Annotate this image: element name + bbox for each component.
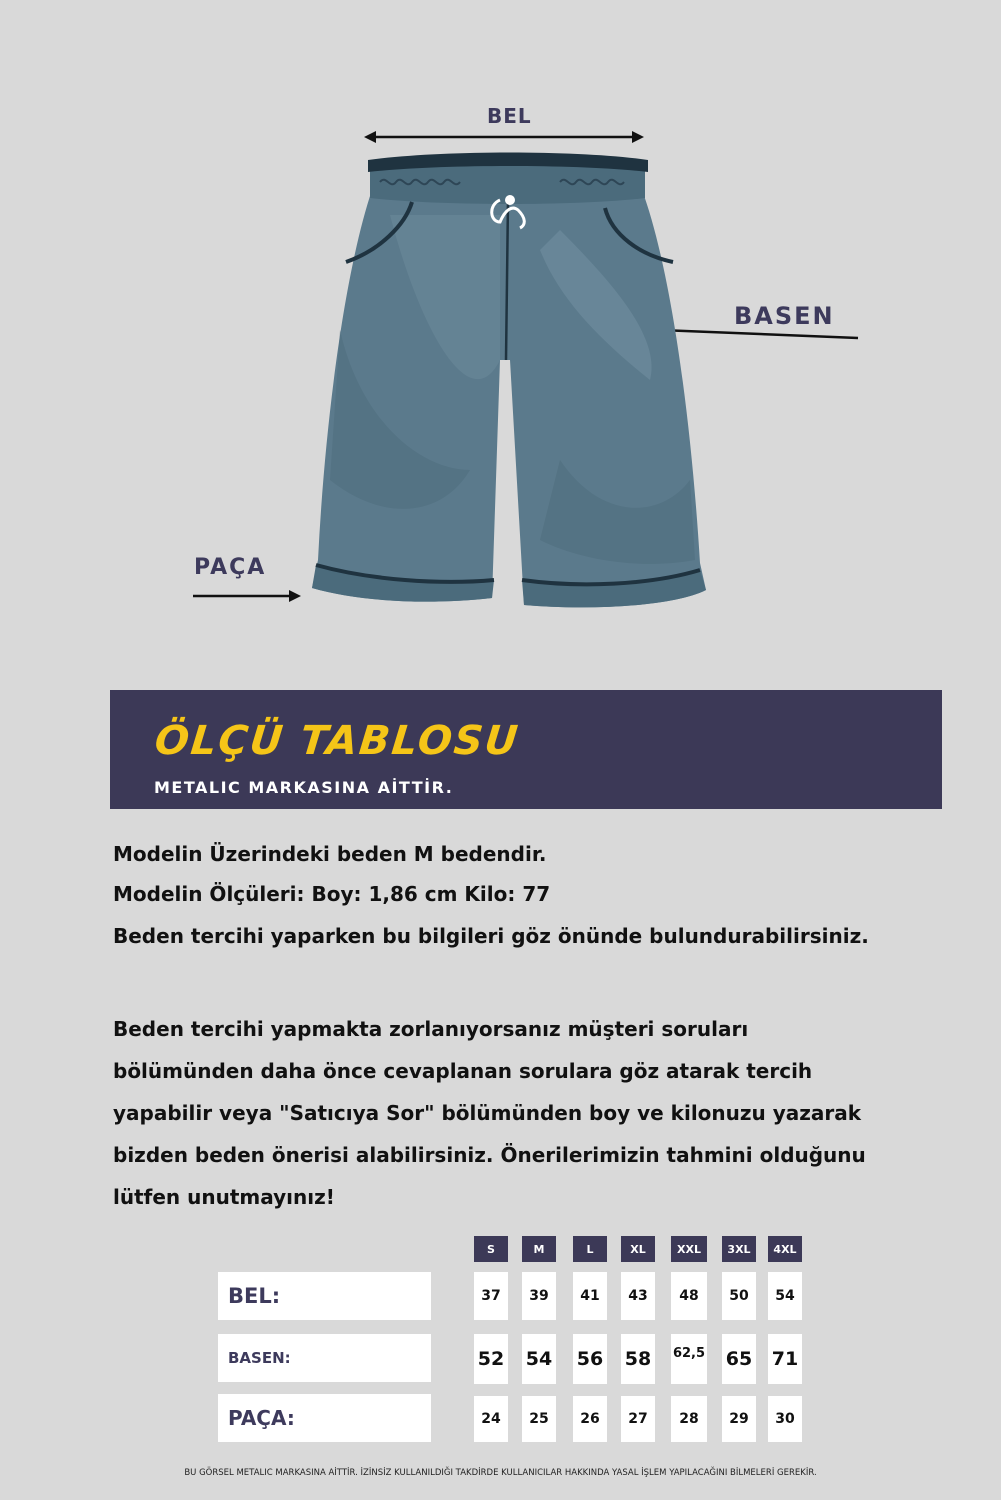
table-cell: 56 (573, 1334, 607, 1384)
size-header-4xl: 4XL (768, 1236, 802, 1262)
size-header-3xl: 3XL (722, 1236, 756, 1262)
size-header-s: S (474, 1236, 508, 1262)
shorts-body (312, 153, 706, 608)
table-cell: 26 (573, 1396, 607, 1442)
table-cell: 50 (722, 1272, 756, 1320)
size-chart-banner (110, 690, 942, 809)
row-label-hip: BASEN: (218, 1334, 431, 1382)
size-header-xl: XL (621, 1236, 655, 1262)
table-cell: 43 (621, 1272, 655, 1320)
table-cell: 41 (573, 1272, 607, 1320)
table-cell: 37 (474, 1272, 508, 1320)
size-header-m: M (522, 1236, 556, 1262)
banner-subtitle: METALIC MARKASINA AİTTİR. (154, 778, 454, 797)
table-cell: 28 (671, 1396, 707, 1442)
table-cell: 65 (722, 1334, 756, 1384)
banner-title: ÖLÇÜ TABLOSU (152, 718, 522, 764)
table-cell: 58 (621, 1334, 655, 1384)
table-cell: 29 (722, 1396, 756, 1442)
table-cell: 54 (522, 1334, 556, 1384)
table-cell: 62,5 (671, 1334, 707, 1384)
size-header-l: L (573, 1236, 607, 1262)
help-paragraph (113, 1008, 933, 1218)
table-cell: 24 (474, 1396, 508, 1442)
table-cell: 30 (768, 1396, 802, 1442)
row-label-waist: BEL: (218, 1272, 431, 1320)
hem-arrow (193, 590, 301, 602)
paragraph-line: Beden tercihi yapmakta zorlanıyorsanız müşteri soruları (113, 1017, 749, 1041)
shorts-illustration (0, 0, 1001, 680)
table-cell: 25 (522, 1396, 556, 1442)
size-header-xxl: XXL (671, 1236, 707, 1262)
waist-label: BEL (487, 104, 532, 128)
copyright-footer: BU GÖRSEL METALIC MARKASINA AİTTİR. İZİNSİZ KULLANILDIĞI TAKDİRDE KULLANICILAR HAKKINDA YASAL İŞLEM YAPILACAĞINI BİLMELERİ GEREKİR. (184, 1468, 817, 1478)
row-label-hem: PAÇA: (218, 1394, 431, 1442)
table-cell: 27 (621, 1396, 655, 1442)
table-cell: 54 (768, 1272, 802, 1320)
table-cell: 48 (671, 1272, 707, 1320)
paragraph-line: bölümünden daha önce cevaplanan sorulara göz atarak tercih (113, 1059, 813, 1083)
paragraph-line: yapabilir veya "Satıcıya Sor" bölümünden boy ve kilonuzu yazarak (113, 1101, 862, 1125)
model-measurements-info: Modelin Ölçüleri: Boy: 1,86 cm Kilo: 77 (113, 882, 551, 906)
paragraph-line: lütfen unutmayınız! (113, 1185, 335, 1209)
size-advice-info: Beden tercihi yaparken bu bilgileri göz önünde bulundurabilirsiniz. (113, 924, 869, 948)
hip-label: BASEN (734, 302, 835, 330)
table-cell: 71 (768, 1334, 802, 1384)
waist-arrow (364, 131, 644, 143)
table-cell: 39 (522, 1272, 556, 1320)
model-size-info: Modelin Üzerindeki beden M bedendir. (113, 842, 547, 866)
hem-label: PAÇA (194, 555, 267, 580)
paragraph-line: bizden beden önerisi alabilirsiniz. Önerilerimizin tahmini olduğunu (113, 1143, 866, 1167)
table-cell: 52 (474, 1334, 508, 1384)
